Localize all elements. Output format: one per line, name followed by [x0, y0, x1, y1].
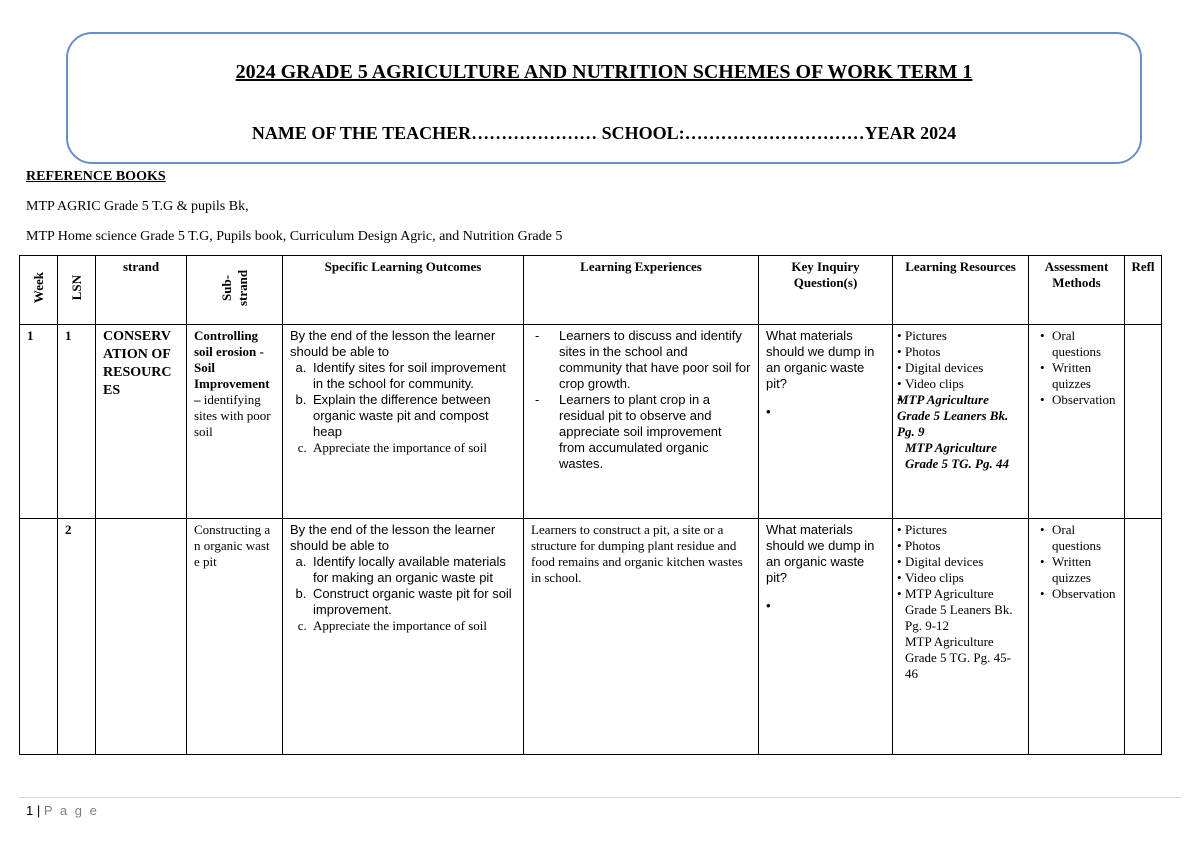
document-title: 2024 GRADE 5 AGRICULTURE AND NUTRITION SCHEMES OF WORK TERM 1	[235, 61, 973, 83]
slo-intro: By the end of the lesson the learner should be able to	[290, 328, 496, 359]
list-item: - Learners to discuss and identify sites in the school and community that have poor soil for crop growth.	[559, 328, 751, 392]
strand-cell	[96, 519, 187, 755]
week-cell: 1	[20, 325, 58, 519]
list-item: • Oral questions	[1052, 522, 1117, 554]
header-strand: strand	[96, 256, 187, 325]
slo-intro: By the end of the lesson the learner should be able to	[290, 522, 496, 553]
list-item: b. Explain the difference between organic waste pit and compost heap	[310, 392, 516, 440]
list-item: • Pictures	[905, 522, 1021, 538]
list-item: • Observation	[1052, 586, 1117, 602]
page-label: P a g e	[43, 803, 99, 818]
substrand-bold: Controlling soil erosion -Soil Improvement –	[194, 328, 270, 407]
substrand-text: identifying sites with poor soil	[194, 392, 271, 439]
list-item: • Photos	[905, 344, 1021, 360]
week-cell	[20, 519, 58, 755]
list-item: • Photos	[905, 538, 1021, 554]
table-row	[20, 325, 1162, 519]
header-lsn: LSN	[58, 256, 96, 325]
title-box	[66, 32, 1142, 164]
kiq-cell	[759, 325, 893, 519]
header-experiences: Learning Experiences	[524, 256, 759, 325]
strand-cell: CONSERVATION OF RESOURCES	[96, 325, 187, 519]
experiences-cell	[524, 325, 759, 519]
list-item: • Digital devices	[905, 554, 1021, 570]
page-number: 1	[26, 803, 34, 818]
resources-cell	[893, 325, 1029, 519]
bullet-icon: •	[766, 598, 771, 613]
list-item: • Video clips	[905, 376, 1021, 392]
table-header-row	[20, 256, 1162, 325]
slo-cell	[283, 325, 524, 519]
resources-list	[897, 522, 1021, 634]
table-row	[20, 519, 1162, 755]
reference-books-heading: REFERENCE BOOKS	[26, 169, 166, 184]
substrand-cell: Constructing an organic waste pit	[187, 519, 283, 755]
kiq-cell	[759, 519, 893, 755]
footer-divider	[19, 797, 1181, 798]
refl-cell	[1125, 519, 1162, 755]
reference-line-2: MTP Home science Grade 5 T.G, Pupils book, Curriculum Design Agric, and Nutrition Grade 5	[26, 229, 563, 244]
kiq-text: What materials should we dump in an organic waste pit?	[766, 522, 875, 585]
resource-book-1: MTP Agriculture Grade 5 Leaners Bk. Pg. 9	[897, 392, 1009, 439]
list-item: • MTP Agriculture Grade 5 Leaners Bk. Pg. 9-12	[905, 586, 1021, 634]
resources-cell	[893, 519, 1029, 755]
list-item: a. Identify sites for soil improvement in the school for community.	[310, 360, 516, 392]
scheme-table	[19, 255, 1162, 755]
lsn-cell: 2	[58, 519, 96, 755]
list-item: • Pictures	[905, 328, 1021, 344]
list-item: • Video clips	[905, 570, 1021, 586]
assessment-cell	[1029, 325, 1125, 519]
substrand-cell	[187, 325, 283, 519]
footer-separator: |	[36, 803, 44, 818]
bullet-icon: •	[766, 404, 771, 419]
list-item: c. Appreciate the importance of soil	[310, 440, 516, 456]
header-resources: Learning Resources	[893, 256, 1029, 325]
assessment-cell	[1029, 519, 1125, 755]
assessment-list	[1032, 522, 1117, 602]
refl-cell	[1125, 325, 1162, 519]
list-item: c. Appreciate the importance of soil	[310, 618, 516, 634]
list-item: • Oral questions	[1052, 328, 1117, 360]
list-item: • Observation	[1052, 392, 1117, 408]
header-slo: Specific Learning Outcomes	[283, 256, 524, 325]
header-substrand: Sub-strand	[187, 256, 283, 325]
list-item: b. Construct organic waste pit for soil improvement.	[310, 586, 516, 618]
reference-line-1: MTP AGRIC Grade 5 T.G & pupils Bk,	[26, 199, 249, 214]
header-week: Week	[20, 256, 58, 325]
resource-extra: MTP Agriculture Grade 5 TG. Pg. 45-46	[905, 634, 1011, 681]
slo-cell	[283, 519, 524, 755]
resources-list	[897, 328, 1021, 392]
slo-list	[290, 554, 516, 634]
list-item: • Written quizzes	[1052, 554, 1117, 586]
list-item: • Written quizzes	[1052, 360, 1117, 392]
header-kiq: Key Inquiry Question(s)	[759, 256, 893, 325]
list-item: • Digital devices	[905, 360, 1021, 376]
assessment-list	[1032, 328, 1117, 408]
experiences-cell: Learners to construct a pit, a site or a structure for dumping plant residue and food remains and organic kitchen wastes in school.	[524, 519, 759, 755]
page-footer	[26, 803, 99, 818]
list-item: a. Identify locally available materials for making an organic waste pit	[310, 554, 516, 586]
resource-book-2: MTP Agriculture Grade 5 TG. Pg. 44	[905, 440, 1009, 471]
teacher-school-line: NAME OF THE TEACHER………………… SCHOOL:…………………………YEAR 2024	[251, 123, 957, 143]
list-item: - Learners to plant crop in a residual pit to observe and appreciate soil improvement from accumulated organic wastes.	[559, 392, 751, 472]
header-assessment: Assessment Methods	[1029, 256, 1125, 325]
header-refl: Refl	[1125, 256, 1162, 325]
lsn-cell: 1	[58, 325, 96, 519]
kiq-text: What materials should we dump in an organic waste pit?	[766, 328, 875, 391]
slo-list	[290, 360, 516, 456]
experiences-list	[531, 328, 751, 472]
